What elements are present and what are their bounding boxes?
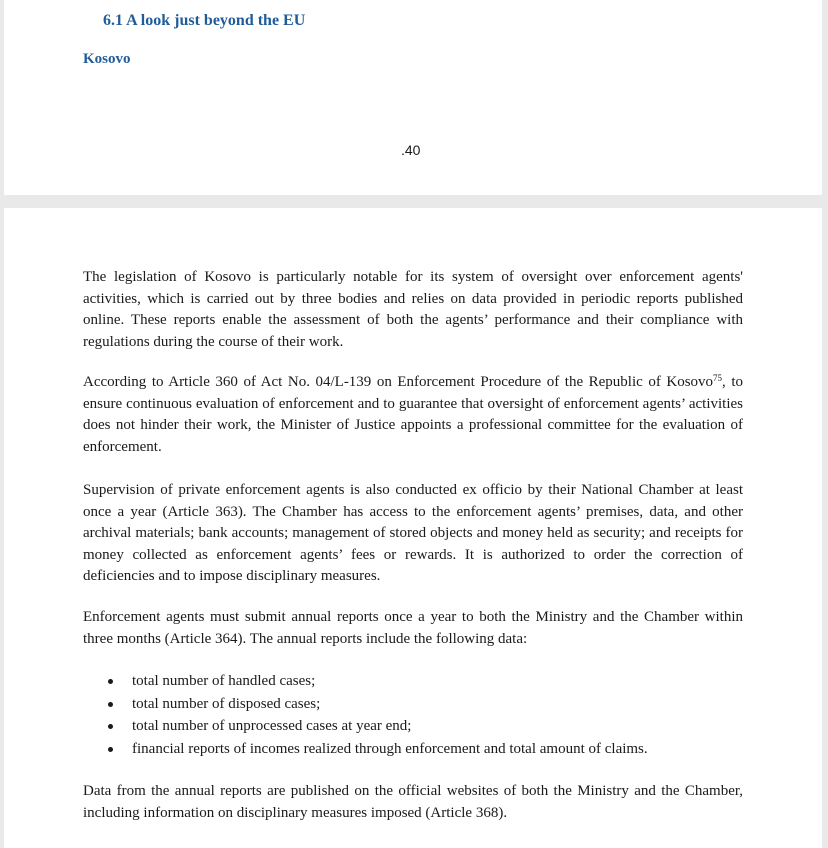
paragraph-chamber-supervision: Supervision of private enforcement agents is also conducted ex officio by their National Chamber at least once a year (Article 363). The Chamber has access to the enforcement agents’ premises, data, and other archival materials; bank accounts; management of stored objects and money held as security; and receipts for money collected as enforcement agents’ fees or rewards. It is authorized to order the correction of deficiencies and to impose disciplinary measures. [83,482,743,584]
bullet-icon [108,747,113,752]
paragraph-annual-reports: Enforcement agents must submit annual reports once a year to both the Ministry and the Chamber within three months (Article 364). The annual reports include the following data: [83,609,743,647]
list-item [106,715,648,738]
document-page-body [4,208,822,848]
subsection-heading: Kosovo [83,51,131,67]
paragraph-published-data: Data from the annual reports are published on the official websites of both the Ministry and the Chamber, including information on disciplinary measures imposed (Article 368). [83,783,743,821]
page-number: .40 [401,142,421,158]
bullet-icon [108,679,113,684]
list-item [106,670,648,693]
list-item-text: total number of disposed cases; [132,695,321,712]
list-item [106,693,648,716]
list-item-text: financial reports of incomes realized through enforcement and total amount of claims. [132,740,648,757]
list-item-text: total number of unprocessed cases at year end; [132,718,412,734]
bullet-icon [108,702,113,707]
list-item-text: total number of handled cases; [132,673,316,689]
list-item [106,738,648,761]
section-heading: 6.1 A look just beyond the EU [103,12,306,29]
footnote-reference[interactable]: 75 [713,373,723,383]
paragraph-article-360-text-start: According to Article 360 of Act No. 04/L-139 on Enforcement Procedure of the Republic of Kosovo [83,374,714,390]
document-page-top [4,0,822,195]
paragraph-oversight-system: The legislation of Kosovo is particularly notable for its system of oversight over enforcement agents' activities, which is carried out by three bodies and relies on data provided in periodic reports published online. These reports enable the assessment of both the agents’ performance and their compliance with regulations during the course of their work. [83,269,743,350]
bullet-icon [108,724,113,729]
paragraph-article-360 [83,372,743,458]
paragraph-article-360-text-end: , to ensure continuous evaluation of enforcement and to guarantee that oversight of enforcement agents’ activities does not hinder their work, the Minister of Justice appoints a professional committee for the evaluation of enforcement. [83,374,744,455]
annual-report-data-list [106,670,648,760]
